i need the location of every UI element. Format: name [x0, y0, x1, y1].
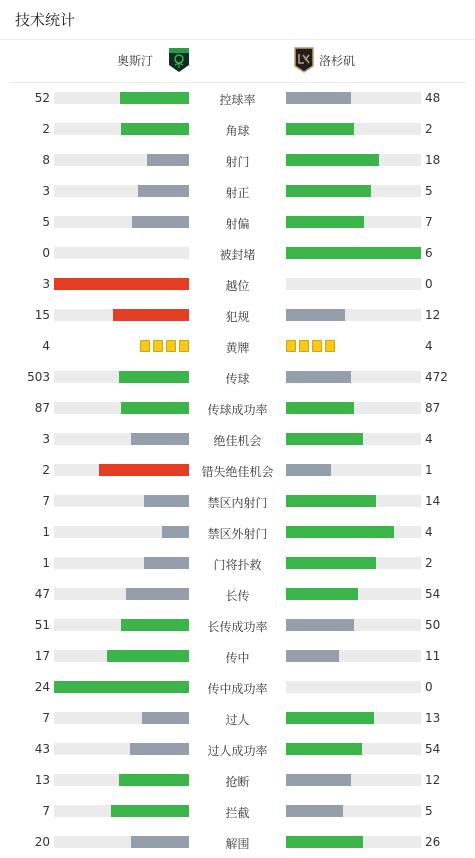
stat-label: 门将扑救	[213, 558, 262, 572]
stat-row	[0, 703, 475, 734]
home-stat-value: 47	[34, 587, 50, 601]
away-stat-bar	[286, 712, 374, 724]
stat-row	[0, 238, 475, 269]
away-stat-bar-track	[286, 247, 421, 259]
away-stat-value: 2	[425, 122, 433, 136]
stat-label: 拦截	[225, 806, 250, 820]
home-stat-bar-track	[54, 309, 189, 321]
away-stat-bar	[286, 185, 371, 197]
away-stat-bar-track	[286, 774, 421, 786]
stat-row	[0, 114, 475, 145]
away-team-name[interactable]: 洛杉矶	[319, 54, 356, 68]
stat-label: 过人	[225, 713, 250, 727]
home-team-logo-icon[interactable]	[168, 47, 190, 73]
home-stat-bar-track	[54, 619, 189, 631]
home-stat-bar	[111, 805, 189, 817]
away-stat-bar	[286, 588, 358, 600]
away-stat-value: 2	[425, 556, 433, 570]
home-stat-bar	[138, 185, 189, 197]
away-stat-bar	[286, 309, 345, 321]
stat-row	[0, 83, 475, 114]
home-stat-bar-track	[54, 433, 189, 445]
away-stat-bar-track	[286, 216, 421, 228]
away-stat-bar-track	[286, 805, 421, 817]
home-yellow-cards	[140, 340, 189, 353]
home-stat-value: 1	[42, 525, 50, 539]
away-stat-bar-track	[286, 433, 421, 445]
away-stat-bar	[286, 743, 362, 755]
away-stat-value: 4	[425, 339, 433, 353]
home-stat-bar	[119, 371, 189, 383]
home-stat-bar	[107, 650, 189, 662]
home-stat-value: 3	[42, 432, 50, 446]
home-stat-value: 503	[27, 370, 50, 384]
home-stat-bar	[121, 619, 189, 631]
home-stat-bar-track	[54, 278, 189, 290]
stat-row	[0, 765, 475, 796]
away-stat-bar-track	[286, 464, 421, 476]
yellow-card-icon	[153, 340, 163, 352]
home-stat-bar-track	[54, 464, 189, 476]
home-stat-bar-track	[54, 92, 189, 104]
away-team-logo-icon[interactable]	[294, 47, 314, 73]
home-stat-bar-track	[54, 650, 189, 662]
away-stat-bar-track	[286, 557, 421, 569]
stat-label: 射门	[225, 155, 250, 169]
away-stat-value: 54	[425, 587, 441, 601]
stat-label: 过人成功率	[207, 744, 268, 758]
stat-label: 传球	[225, 372, 250, 386]
away-stat-bar	[286, 371, 351, 383]
away-stat-bar	[286, 154, 379, 166]
yellow-card-icon	[166, 340, 176, 352]
stat-label: 绝佳机会	[213, 434, 262, 448]
stat-row	[0, 486, 475, 517]
yellow-card-icon	[179, 340, 189, 352]
away-stat-value: 0	[425, 680, 433, 694]
stat-label: 传中成功率	[207, 682, 268, 696]
away-stat-value: 7	[425, 215, 433, 229]
stat-row	[0, 393, 475, 424]
yellow-card-icon	[299, 340, 309, 352]
home-stat-value: 3	[42, 184, 50, 198]
home-team-name[interactable]: 奥斯汀	[116, 54, 153, 68]
away-stat-value: 5	[425, 184, 433, 198]
away-stat-bar	[286, 92, 351, 104]
home-stat-bar	[147, 154, 189, 166]
home-stat-value: 7	[42, 711, 50, 725]
home-stat-value: 3	[42, 277, 50, 291]
stat-row	[0, 641, 475, 672]
home-stat-bar	[162, 526, 189, 538]
home-stat-bar	[126, 588, 189, 600]
home-stat-bar-track	[54, 588, 189, 600]
home-stat-value: 20	[34, 835, 50, 849]
home-stat-value: 7	[42, 804, 50, 818]
away-stat-value: 87	[425, 401, 441, 415]
home-stat-bar	[130, 743, 189, 755]
home-stat-value: 4	[42, 339, 50, 353]
stat-label: 犯规	[225, 310, 250, 324]
away-stat-value: 4	[425, 432, 433, 446]
stat-row	[0, 424, 475, 455]
stat-row	[0, 331, 475, 362]
away-stat-value: 11	[425, 649, 441, 663]
away-stat-bar	[286, 526, 394, 538]
away-stat-bar	[286, 216, 364, 228]
away-stat-bar-track	[286, 123, 421, 135]
stat-label: 长传成功率	[207, 620, 268, 634]
stat-label: 控球率	[219, 93, 256, 107]
away-stat-value: 54	[425, 742, 441, 756]
stat-label: 传中	[225, 651, 250, 665]
away-stat-value: 472	[425, 370, 448, 384]
stat-label: 射正	[225, 186, 250, 200]
stat-row	[0, 207, 475, 238]
stat-label: 禁区内射门	[207, 496, 268, 510]
stat-row	[0, 362, 475, 393]
away-stat-value: 1	[425, 463, 433, 477]
home-stat-bar	[131, 836, 189, 848]
home-stat-value: 43	[34, 742, 50, 756]
home-stat-bar-track	[54, 681, 189, 693]
home-stat-value: 13	[34, 773, 50, 787]
stat-label: 角球	[225, 124, 250, 138]
stat-label: 错失绝佳机会	[201, 465, 274, 479]
away-stat-bar-track	[286, 495, 421, 507]
away-stat-bar	[286, 557, 376, 569]
stat-row	[0, 300, 475, 331]
away-stat-bar-track	[286, 371, 421, 383]
home-stat-value: 8	[42, 153, 50, 167]
home-stat-value: 87	[34, 401, 50, 415]
home-stat-bar	[99, 464, 189, 476]
away-stat-bar	[286, 774, 351, 786]
away-stat-bar-track	[286, 185, 421, 197]
away-stat-bar	[286, 650, 339, 662]
home-stat-bar-track	[54, 774, 189, 786]
away-stat-value: 14	[425, 494, 441, 508]
stat-label: 禁区外射门	[207, 527, 268, 541]
away-stat-bar	[286, 247, 421, 259]
stat-row	[0, 548, 475, 579]
away-stat-bar-track	[286, 402, 421, 414]
away-stat-bar-track	[286, 650, 421, 662]
home-stat-bar-track	[54, 526, 189, 538]
home-stat-bar	[119, 774, 189, 786]
away-stat-bar	[286, 495, 376, 507]
stat-label: 抢断	[225, 775, 250, 789]
home-stat-bar-track	[54, 743, 189, 755]
away-stat-value: 12	[425, 308, 441, 322]
home-stat-bar-track	[54, 123, 189, 135]
away-stat-bar-track	[286, 154, 421, 166]
away-stat-bar	[286, 123, 354, 135]
home-stat-bar-track	[54, 185, 189, 197]
home-stat-bar	[120, 92, 189, 104]
home-stat-bar	[121, 402, 189, 414]
home-stat-value: 5	[42, 215, 50, 229]
stat-label: 黄牌	[225, 341, 250, 355]
stat-row	[0, 734, 475, 765]
stat-row	[0, 610, 475, 641]
away-stat-bar-track	[286, 712, 421, 724]
stat-row	[0, 672, 475, 703]
away-stat-value: 4	[425, 525, 433, 539]
home-stat-bar	[132, 216, 189, 228]
team-header	[9, 40, 466, 83]
away-stat-bar	[286, 805, 343, 817]
home-stat-bar	[54, 278, 189, 290]
away-stat-value: 18	[425, 153, 441, 167]
home-stat-bar	[54, 681, 189, 693]
stat-row	[0, 579, 475, 610]
away-stat-bar-track	[286, 588, 421, 600]
home-stat-bar-track	[54, 402, 189, 414]
stat-label: 越位	[225, 279, 250, 293]
yellow-card-icon	[140, 340, 150, 352]
home-stat-bar	[144, 557, 189, 569]
away-stat-value: 26	[425, 835, 441, 849]
away-stat-bar	[286, 433, 363, 445]
stats-list	[0, 83, 475, 858]
home-stat-bar-track	[54, 247, 189, 259]
stat-row	[0, 269, 475, 300]
stat-row	[0, 517, 475, 548]
yellow-card-icon	[325, 340, 335, 352]
home-stat-bar-track	[54, 805, 189, 817]
stat-row	[0, 455, 475, 486]
away-stat-bar-track	[286, 743, 421, 755]
away-stat-bar-track	[286, 92, 421, 104]
away-stat-bar-track	[286, 836, 421, 848]
home-stat-value: 2	[42, 463, 50, 477]
away-stat-bar	[286, 402, 354, 414]
home-stat-value: 7	[42, 494, 50, 508]
home-stat-value: 15	[34, 308, 50, 322]
home-stat-value: 2	[42, 122, 50, 136]
stat-row	[0, 796, 475, 827]
away-stat-bar	[286, 836, 363, 848]
home-stat-value: 0	[42, 246, 50, 260]
away-stat-value: 6	[425, 246, 433, 260]
home-stat-bar	[121, 123, 189, 135]
stat-label: 长传	[225, 589, 250, 603]
away-stat-bar-track	[286, 278, 421, 290]
away-stat-value: 0	[425, 277, 433, 291]
stat-row	[0, 827, 475, 858]
away-stat-bar	[286, 464, 331, 476]
home-stat-bar-track	[54, 712, 189, 724]
away-stat-bar-track	[286, 309, 421, 321]
away-stat-bar	[286, 619, 354, 631]
home-stat-bar-track	[54, 154, 189, 166]
stat-label: 被封堵	[219, 248, 256, 262]
home-stat-bar	[113, 309, 189, 321]
away-stat-value: 50	[425, 618, 441, 632]
stat-row	[0, 145, 475, 176]
home-stat-bar-track	[54, 836, 189, 848]
away-stat-value: 12	[425, 773, 441, 787]
stat-label: 解围	[225, 837, 250, 851]
away-stat-value: 5	[425, 804, 433, 818]
home-stat-bar-track	[54, 557, 189, 569]
away-stat-bar-track	[286, 681, 421, 693]
home-stat-value: 24	[34, 680, 50, 694]
stat-label: 射偏	[225, 217, 250, 231]
away-stat-bar-track	[286, 526, 421, 538]
home-stat-value: 17	[34, 649, 50, 663]
home-stat-bar-track	[54, 371, 189, 383]
away-stat-value: 13	[425, 711, 441, 725]
home-stat-bar-track	[54, 216, 189, 228]
away-yellow-cards	[286, 340, 335, 353]
stat-row	[0, 176, 475, 207]
home-stat-bar	[144, 495, 189, 507]
stat-label: 传球成功率	[207, 403, 268, 417]
away-stat-bar-track	[286, 619, 421, 631]
away-stat-value: 48	[425, 91, 441, 105]
home-stat-bar	[131, 433, 189, 445]
home-stat-bar-track	[54, 495, 189, 507]
yellow-card-icon	[312, 340, 322, 352]
home-stat-value: 52	[34, 91, 50, 105]
home-stat-value: 1	[42, 556, 50, 570]
page-title: 技术统计	[0, 0, 475, 40]
home-stat-value: 51	[34, 618, 50, 632]
home-stat-bar	[142, 712, 189, 724]
yellow-card-icon	[286, 340, 296, 352]
